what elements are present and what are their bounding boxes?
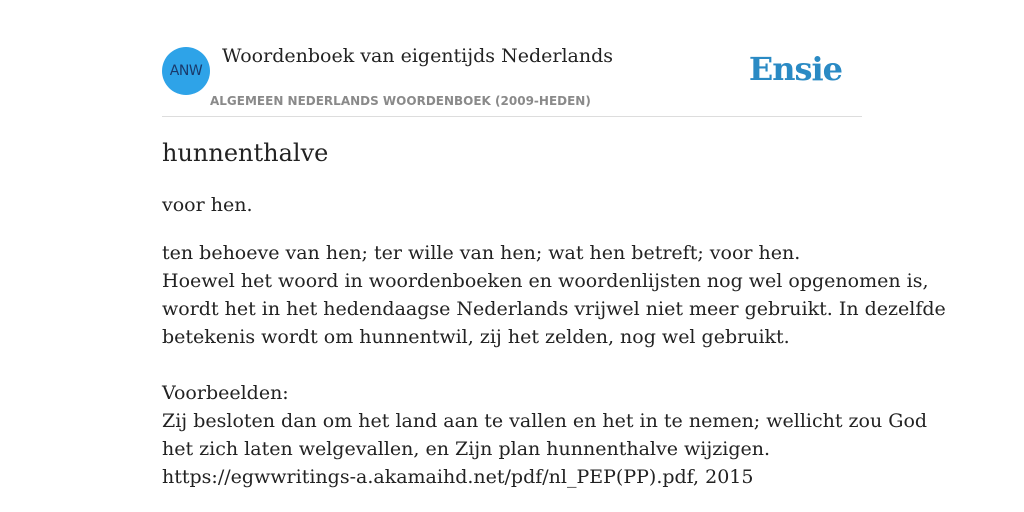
note-line: Hoewel het woord in woordenboeken en woordenlijsten nog wel opgenomen is, bbox=[162, 270, 929, 292]
short-definition: voor hen. bbox=[162, 194, 253, 216]
entry-page bbox=[162, 0, 946, 512]
example-line: het zich laten welgevallen, en Zijn plan hunnenthalve wijzigen. bbox=[162, 438, 771, 460]
definition-text: ten behoeve van hen; ter wille van hen; wat hen betreft; voor hen. bbox=[162, 242, 801, 264]
ensie-brand-logo[interactable]: Ensie bbox=[748, 50, 842, 88]
example-line: Zij besloten dan om het land aan te vallen en het in te nemen; wellicht zou God bbox=[162, 410, 928, 432]
source-title[interactable]: Woordenboek van eigentijds Nederlands bbox=[222, 45, 614, 67]
headword: hunnenthalve bbox=[162, 139, 329, 167]
source-header bbox=[162, 0, 862, 117]
logo-text: ANW bbox=[169, 63, 203, 79]
spacer bbox=[162, 351, 862, 379]
note-line: betekenis wordt om hunnentwil, zij het zelden, nog wel gebruikt. bbox=[162, 326, 790, 348]
example-citation: https://egwwritings-a.akamaihd.net/pdf/nl_PEP(PP).pdf, 2015 bbox=[162, 466, 754, 488]
anw-logo[interactable] bbox=[162, 47, 210, 95]
entry-body bbox=[162, 239, 946, 491]
examples-label: Voorbeelden: bbox=[162, 382, 289, 404]
note-line: wordt het in het hedendaagse Nederlands vrijwel niet meer gebruikt. In dezelfde bbox=[162, 298, 946, 320]
source-subtitle: ALGEMEEN NEDERLANDS WOORDENBOEK (2009-HEDEN) bbox=[210, 94, 591, 108]
